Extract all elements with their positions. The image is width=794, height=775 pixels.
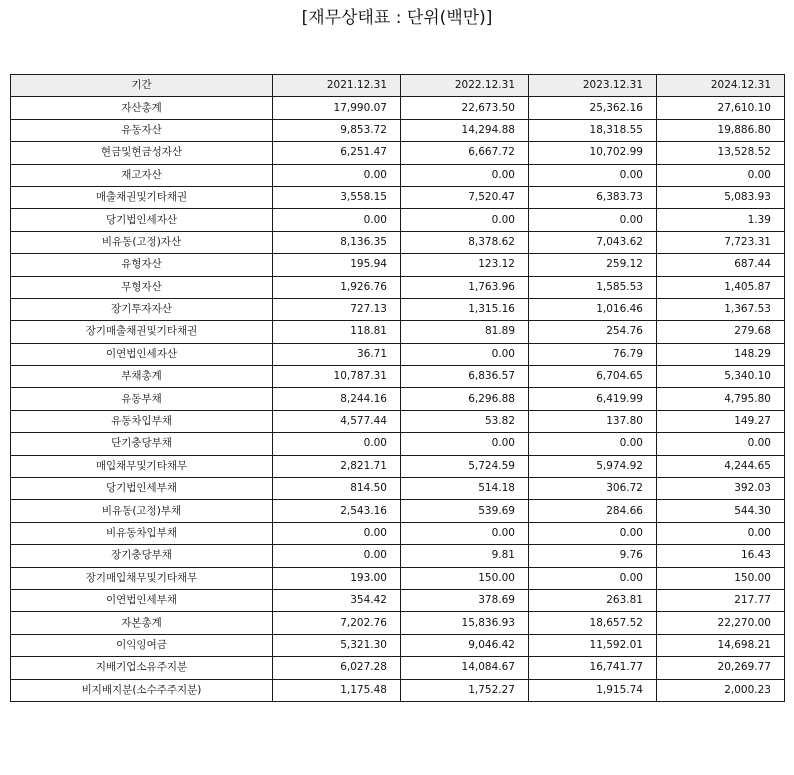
value-cell: 392.03 xyxy=(657,478,785,500)
value-cell: 1,175.48 xyxy=(273,679,401,701)
row-label: 매입채무및기타채무 xyxy=(11,455,273,477)
value-cell: 1,926.76 xyxy=(273,276,401,298)
value-cell: 193.00 xyxy=(273,567,401,589)
header-year: 2023.12.31 xyxy=(529,75,657,97)
value-cell: 2,821.71 xyxy=(273,455,401,477)
row-label: 현금및현금성자산 xyxy=(11,142,273,164)
value-cell: 6,704.65 xyxy=(529,366,657,388)
table-row xyxy=(11,478,785,500)
row-label: 당기법인세부채 xyxy=(11,478,273,500)
value-cell: 1,016.46 xyxy=(529,298,657,320)
value-cell: 8,378.62 xyxy=(401,231,529,253)
value-cell: 1.39 xyxy=(657,209,785,231)
value-cell: 217.77 xyxy=(657,589,785,611)
value-cell: 0.00 xyxy=(657,164,785,186)
row-label: 비지배지분(소수주주지분) xyxy=(11,679,273,701)
value-cell: 1,405.87 xyxy=(657,276,785,298)
value-cell: 18,318.55 xyxy=(529,119,657,141)
row-label: 비유동(고정)부채 xyxy=(11,500,273,522)
table-row xyxy=(11,410,785,432)
table-row xyxy=(11,522,785,544)
value-cell: 123.12 xyxy=(401,254,529,276)
row-label: 매출채권및기타채권 xyxy=(11,186,273,208)
value-cell: 284.66 xyxy=(529,500,657,522)
value-cell: 1,315.16 xyxy=(401,298,529,320)
row-label: 재고자산 xyxy=(11,164,273,186)
value-cell: 15,836.93 xyxy=(401,612,529,634)
value-cell: 150.00 xyxy=(401,567,529,589)
value-cell: 2,000.23 xyxy=(657,679,785,701)
page-title: [재무상태표 : 단위(백만)] xyxy=(301,8,493,28)
table-row xyxy=(11,254,785,276)
value-cell: 378.69 xyxy=(401,589,529,611)
value-cell: 6,419.99 xyxy=(529,388,657,410)
value-cell: 9,853.72 xyxy=(273,119,401,141)
row-label: 지배기업소유주지분 xyxy=(11,657,273,679)
table-row xyxy=(11,388,785,410)
value-cell: 81.89 xyxy=(401,321,529,343)
value-cell: 9,046.42 xyxy=(401,634,529,656)
value-cell: 4,577.44 xyxy=(273,410,401,432)
value-cell: 279.68 xyxy=(657,321,785,343)
table-row xyxy=(11,612,785,634)
value-cell: 514.18 xyxy=(401,478,529,500)
row-label: 장기매입채무및기타채무 xyxy=(11,567,273,589)
row-label: 이연법인세부채 xyxy=(11,589,273,611)
value-cell: 25,362.16 xyxy=(529,97,657,119)
value-cell: 7,723.31 xyxy=(657,231,785,253)
value-cell: 5,724.59 xyxy=(401,455,529,477)
value-cell: 17,990.07 xyxy=(273,97,401,119)
row-label: 당기법인세자산 xyxy=(11,209,273,231)
row-label: 부채총계 xyxy=(11,366,273,388)
table-row xyxy=(11,455,785,477)
table-row xyxy=(11,589,785,611)
table-row xyxy=(11,164,785,186)
table-row xyxy=(11,321,785,343)
value-cell: 814.50 xyxy=(273,478,401,500)
row-label: 유동부채 xyxy=(11,388,273,410)
value-cell: 1,763.96 xyxy=(401,276,529,298)
value-cell: 0.00 xyxy=(273,522,401,544)
row-label: 무형자산 xyxy=(11,276,273,298)
value-cell: 0.00 xyxy=(273,433,401,455)
value-cell: 118.81 xyxy=(273,321,401,343)
value-cell: 16,741.77 xyxy=(529,657,657,679)
value-cell: 263.81 xyxy=(529,589,657,611)
value-cell: 22,673.50 xyxy=(401,97,529,119)
value-cell: 6,836.57 xyxy=(401,366,529,388)
table-body xyxy=(11,97,785,702)
value-cell: 7,043.62 xyxy=(529,231,657,253)
value-cell: 0.00 xyxy=(401,522,529,544)
value-cell: 7,520.47 xyxy=(401,186,529,208)
value-cell: 18,657.52 xyxy=(529,612,657,634)
header-year: 2022.12.31 xyxy=(401,75,529,97)
table-row xyxy=(11,634,785,656)
row-label: 장기충당부채 xyxy=(11,545,273,567)
value-cell: 195.94 xyxy=(273,254,401,276)
value-cell: 727.13 xyxy=(273,298,401,320)
value-cell: 0.00 xyxy=(657,433,785,455)
value-cell: 9.81 xyxy=(401,545,529,567)
value-cell: 76.79 xyxy=(529,343,657,365)
value-cell: 9.76 xyxy=(529,545,657,567)
value-cell: 0.00 xyxy=(529,567,657,589)
row-label: 유동차입부채 xyxy=(11,410,273,432)
table-row xyxy=(11,366,785,388)
header-period: 기간 xyxy=(11,75,273,97)
value-cell: 14,294.88 xyxy=(401,119,529,141)
value-cell: 0.00 xyxy=(401,164,529,186)
value-cell: 5,083.93 xyxy=(657,186,785,208)
header-year: 2024.12.31 xyxy=(657,75,785,97)
row-label: 비유동(고정)자산 xyxy=(11,231,273,253)
value-cell: 27,610.10 xyxy=(657,97,785,119)
value-cell: 148.29 xyxy=(657,343,785,365)
value-cell: 22,270.00 xyxy=(657,612,785,634)
row-label: 비유동차입부채 xyxy=(11,522,273,544)
row-label: 이연법인세자산 xyxy=(11,343,273,365)
value-cell: 5,321.30 xyxy=(273,634,401,656)
value-cell: 53.82 xyxy=(401,410,529,432)
value-cell: 16.43 xyxy=(657,545,785,567)
value-cell: 150.00 xyxy=(657,567,785,589)
value-cell: 6,667.72 xyxy=(401,142,529,164)
value-cell: 0.00 xyxy=(657,522,785,544)
row-label: 이익잉여금 xyxy=(11,634,273,656)
value-cell: 8,136.35 xyxy=(273,231,401,253)
value-cell: 1,367.53 xyxy=(657,298,785,320)
value-cell: 0.00 xyxy=(273,209,401,231)
value-cell: 14,698.21 xyxy=(657,634,785,656)
table-row xyxy=(11,500,785,522)
value-cell: 13,528.52 xyxy=(657,142,785,164)
value-cell: 19,886.80 xyxy=(657,119,785,141)
value-cell: 6,296.88 xyxy=(401,388,529,410)
value-cell: 6,027.28 xyxy=(273,657,401,679)
value-cell: 20,269.77 xyxy=(657,657,785,679)
table-row xyxy=(11,142,785,164)
value-cell: 0.00 xyxy=(401,343,529,365)
value-cell: 5,340.10 xyxy=(657,366,785,388)
value-cell: 149.27 xyxy=(657,410,785,432)
value-cell: 1,585.53 xyxy=(529,276,657,298)
value-cell: 259.12 xyxy=(529,254,657,276)
value-cell: 10,787.31 xyxy=(273,366,401,388)
value-cell: 7,202.76 xyxy=(273,612,401,634)
value-cell: 8,244.16 xyxy=(273,388,401,410)
value-cell: 2,543.16 xyxy=(273,500,401,522)
table-row xyxy=(11,567,785,589)
row-label: 장기투자자산 xyxy=(11,298,273,320)
value-cell: 10,702.99 xyxy=(529,142,657,164)
value-cell: 4,795.80 xyxy=(657,388,785,410)
value-cell: 0.00 xyxy=(529,522,657,544)
table-row xyxy=(11,186,785,208)
row-label: 유형자산 xyxy=(11,254,273,276)
value-cell: 11,592.01 xyxy=(529,634,657,656)
value-cell: 0.00 xyxy=(401,209,529,231)
balance-sheet-table xyxy=(10,74,785,702)
value-cell: 137.80 xyxy=(529,410,657,432)
value-cell: 14,084.67 xyxy=(401,657,529,679)
table-row xyxy=(11,433,785,455)
value-cell: 539.69 xyxy=(401,500,529,522)
value-cell: 0.00 xyxy=(529,209,657,231)
value-cell: 36.71 xyxy=(273,343,401,365)
row-label: 유동자산 xyxy=(11,119,273,141)
table-row xyxy=(11,545,785,567)
table-header-row xyxy=(11,75,785,97)
table-row xyxy=(11,97,785,119)
table-row xyxy=(11,209,785,231)
value-cell: 5,974.92 xyxy=(529,455,657,477)
table-row xyxy=(11,276,785,298)
value-cell: 354.42 xyxy=(273,589,401,611)
table-row xyxy=(11,119,785,141)
row-label: 자산총계 xyxy=(11,97,273,119)
table-row xyxy=(11,343,785,365)
value-cell: 544.30 xyxy=(657,500,785,522)
value-cell: 254.76 xyxy=(529,321,657,343)
value-cell: 6,251.47 xyxy=(273,142,401,164)
row-label: 단기충당부채 xyxy=(11,433,273,455)
value-cell: 0.00 xyxy=(273,164,401,186)
value-cell: 0.00 xyxy=(401,433,529,455)
value-cell: 306.72 xyxy=(529,478,657,500)
value-cell: 687.44 xyxy=(657,254,785,276)
value-cell: 0.00 xyxy=(529,164,657,186)
header-year: 2021.12.31 xyxy=(273,75,401,97)
value-cell: 1,915.74 xyxy=(529,679,657,701)
table-row xyxy=(11,231,785,253)
row-label: 장기매출채권및기타채권 xyxy=(11,321,273,343)
value-cell: 3,558.15 xyxy=(273,186,401,208)
value-cell: 0.00 xyxy=(529,433,657,455)
table-row xyxy=(11,679,785,701)
value-cell: 1,752.27 xyxy=(401,679,529,701)
value-cell: 0.00 xyxy=(273,545,401,567)
value-cell: 6,383.73 xyxy=(529,186,657,208)
row-label: 자본총계 xyxy=(11,612,273,634)
table-row xyxy=(11,298,785,320)
value-cell: 4,244.65 xyxy=(657,455,785,477)
table-row xyxy=(11,657,785,679)
